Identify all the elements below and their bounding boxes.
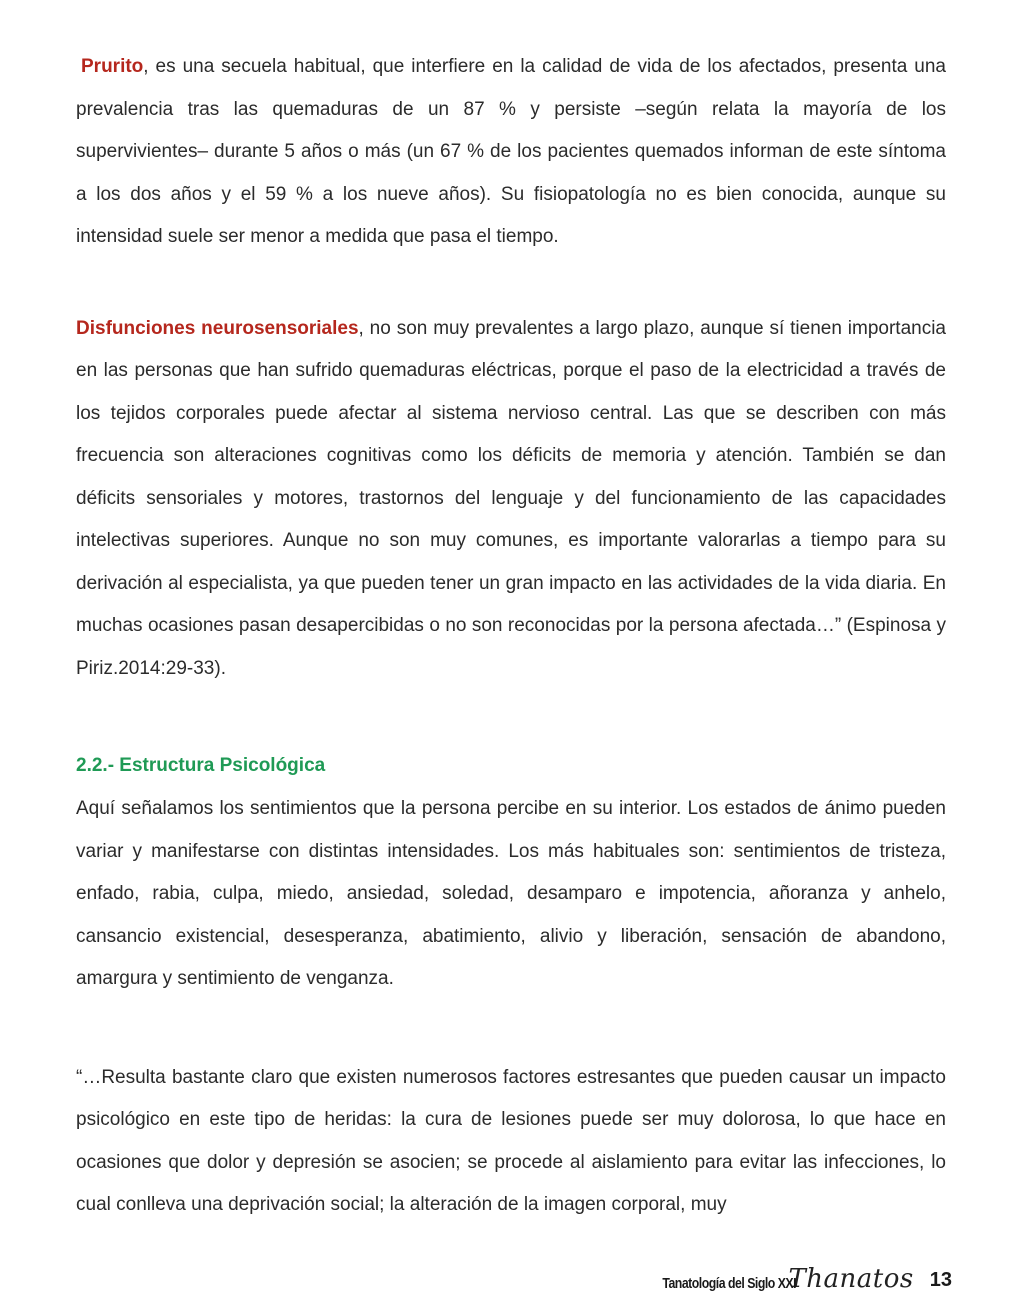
term-prurito: Prurito (81, 56, 144, 77)
paragraph-disfunciones (76, 308, 946, 691)
term-disfunciones: Disfunciones neurosensoriales (76, 317, 359, 339)
section-heading: 2.2.- Estructura Psicológica (76, 755, 326, 776)
paragraph-estructura: Aquí señalamos los sentimientos que la persona percibe en su interior. Los estados de ánimo pueden variar y manifestarse con distintas intensidades. Los más habituales son: sentimientos de tristeza, enfado, rabia, culpa, miedo, ansiedad, soledad, desamparo e impotencia, añoranza y anhelo, cansancio existencial, desesperanza, abatimiento, alivio y liberación, sensación de abandono, amargura y sentimiento de venganza. (76, 798, 946, 989)
spacer (76, 259, 946, 308)
page-number: 13 (929, 1269, 952, 1291)
spacer (76, 690, 946, 744)
page-body (76, 46, 946, 1227)
spacer (76, 1001, 946, 1057)
footer-series-title: Tanatología del Siglo XXI (662, 1275, 797, 1292)
paragraph-quote: “…Resulta bastante claro que existen numerosos factores estresantes que pueden causar un impacto psicológico en este tipo de heridas: la cura de lesiones puede ser muy dolorosa, lo que hace en ocasiones que dolor y depresión se asocien; se procede al aislamiento para evitar las infecciones, lo cual conlleva una deprivación social; la alteración de la imagen corporal, muy (76, 1066, 946, 1215)
thanatos-logo: Thanatos (788, 1264, 914, 1294)
page-footer (633, 1258, 952, 1292)
paragraph-disfunciones-text: , no son muy prevalentes a largo plazo, aunque sí tienen importancia en las personas que han sufrido quemaduras eléctricas, porque el paso de la electricidad a través de los tejidos corporales puede afectar al sistema nervioso central. Las que se describen con más frecuencia son alteraciones cognitivas como los déficits de memoria y atención. También se dan déficits sensoriales y motores, trastornos del lenguaje y del funcionamiento de las capacidades intelectivas superiores. Aunque no son muy comunes, es importante valorarlas a tiempo para su derivación al especialista, ya que pueden tener un gran impacto en las actividades de la vida diaria. En muchas ocasiones pasan desapercibidas o no son reconocidas por la persona afectada…” (Espinosa y Piriz.2014:29-33). (76, 317, 947, 679)
paragraph-prurito (76, 46, 946, 259)
paragraph-prurito-text: , es una secuela habitual, que interfiere en la calidad de vida de los afectados, presenta una prevalencia tras las quemaduras de un 87 % y persiste –según relata la mayoría de los supervivientes– durante 5 años o más (un 67 % de los pacientes quemados informan de este síntoma a los dos años y el 59 % a los nueve años). Su fisiopatología no es bien conocida, aunque su intensidad suele ser menor a medida que pasa el tiempo. (76, 56, 946, 247)
